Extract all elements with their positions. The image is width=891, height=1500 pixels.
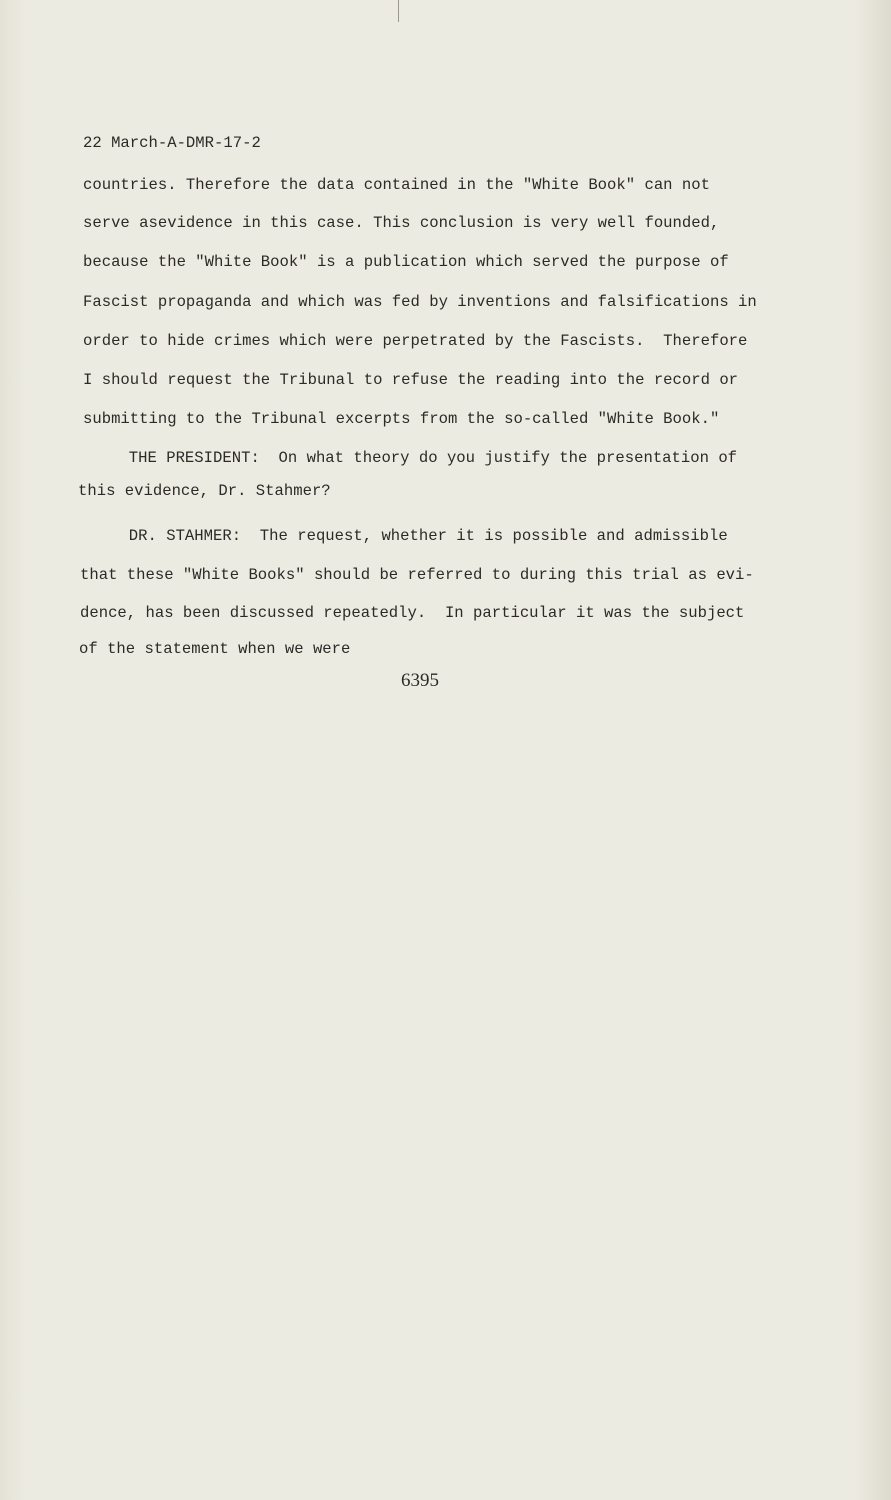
text-line: submitting to the Tribunal excerpts from the so-called "White Book." xyxy=(83,410,720,428)
text-line: that these "White Books" should be referred to during this trial as evi- xyxy=(80,566,754,584)
text-line: this evidence, Dr. Stahmer? xyxy=(78,482,331,500)
text-line: Fascist propaganda and which was fed by inventions and falsifications in xyxy=(83,293,757,311)
scan-mark xyxy=(398,0,399,22)
text-line: THE PRESIDENT: On what theory do you justify the presentation of xyxy=(82,449,738,467)
text-line: DR. STAHMER: The request, whether it is possible and admissible xyxy=(82,527,728,545)
text-line: order to hide crimes which were perpetrated by the Fascists. Therefore xyxy=(83,332,748,350)
text-line: of the statement when we were xyxy=(79,640,351,658)
page-number: 6395 xyxy=(401,670,439,691)
text-line: I should request the Tribunal to refuse the reading into the record or xyxy=(83,371,739,389)
text-line: serve asevidence in this case. This conclusion is very well founded, xyxy=(83,214,720,232)
text-line: because the "White Book" is a publication which served the purpose of xyxy=(83,253,729,271)
document-header: 22 March-A-DMR-17-2 xyxy=(83,134,261,152)
text-line: countries. Therefore the data contained in the "White Book" can not xyxy=(83,176,710,194)
text-line: dence, has been discussed repeatedly. In particular it was the subject xyxy=(80,604,745,622)
